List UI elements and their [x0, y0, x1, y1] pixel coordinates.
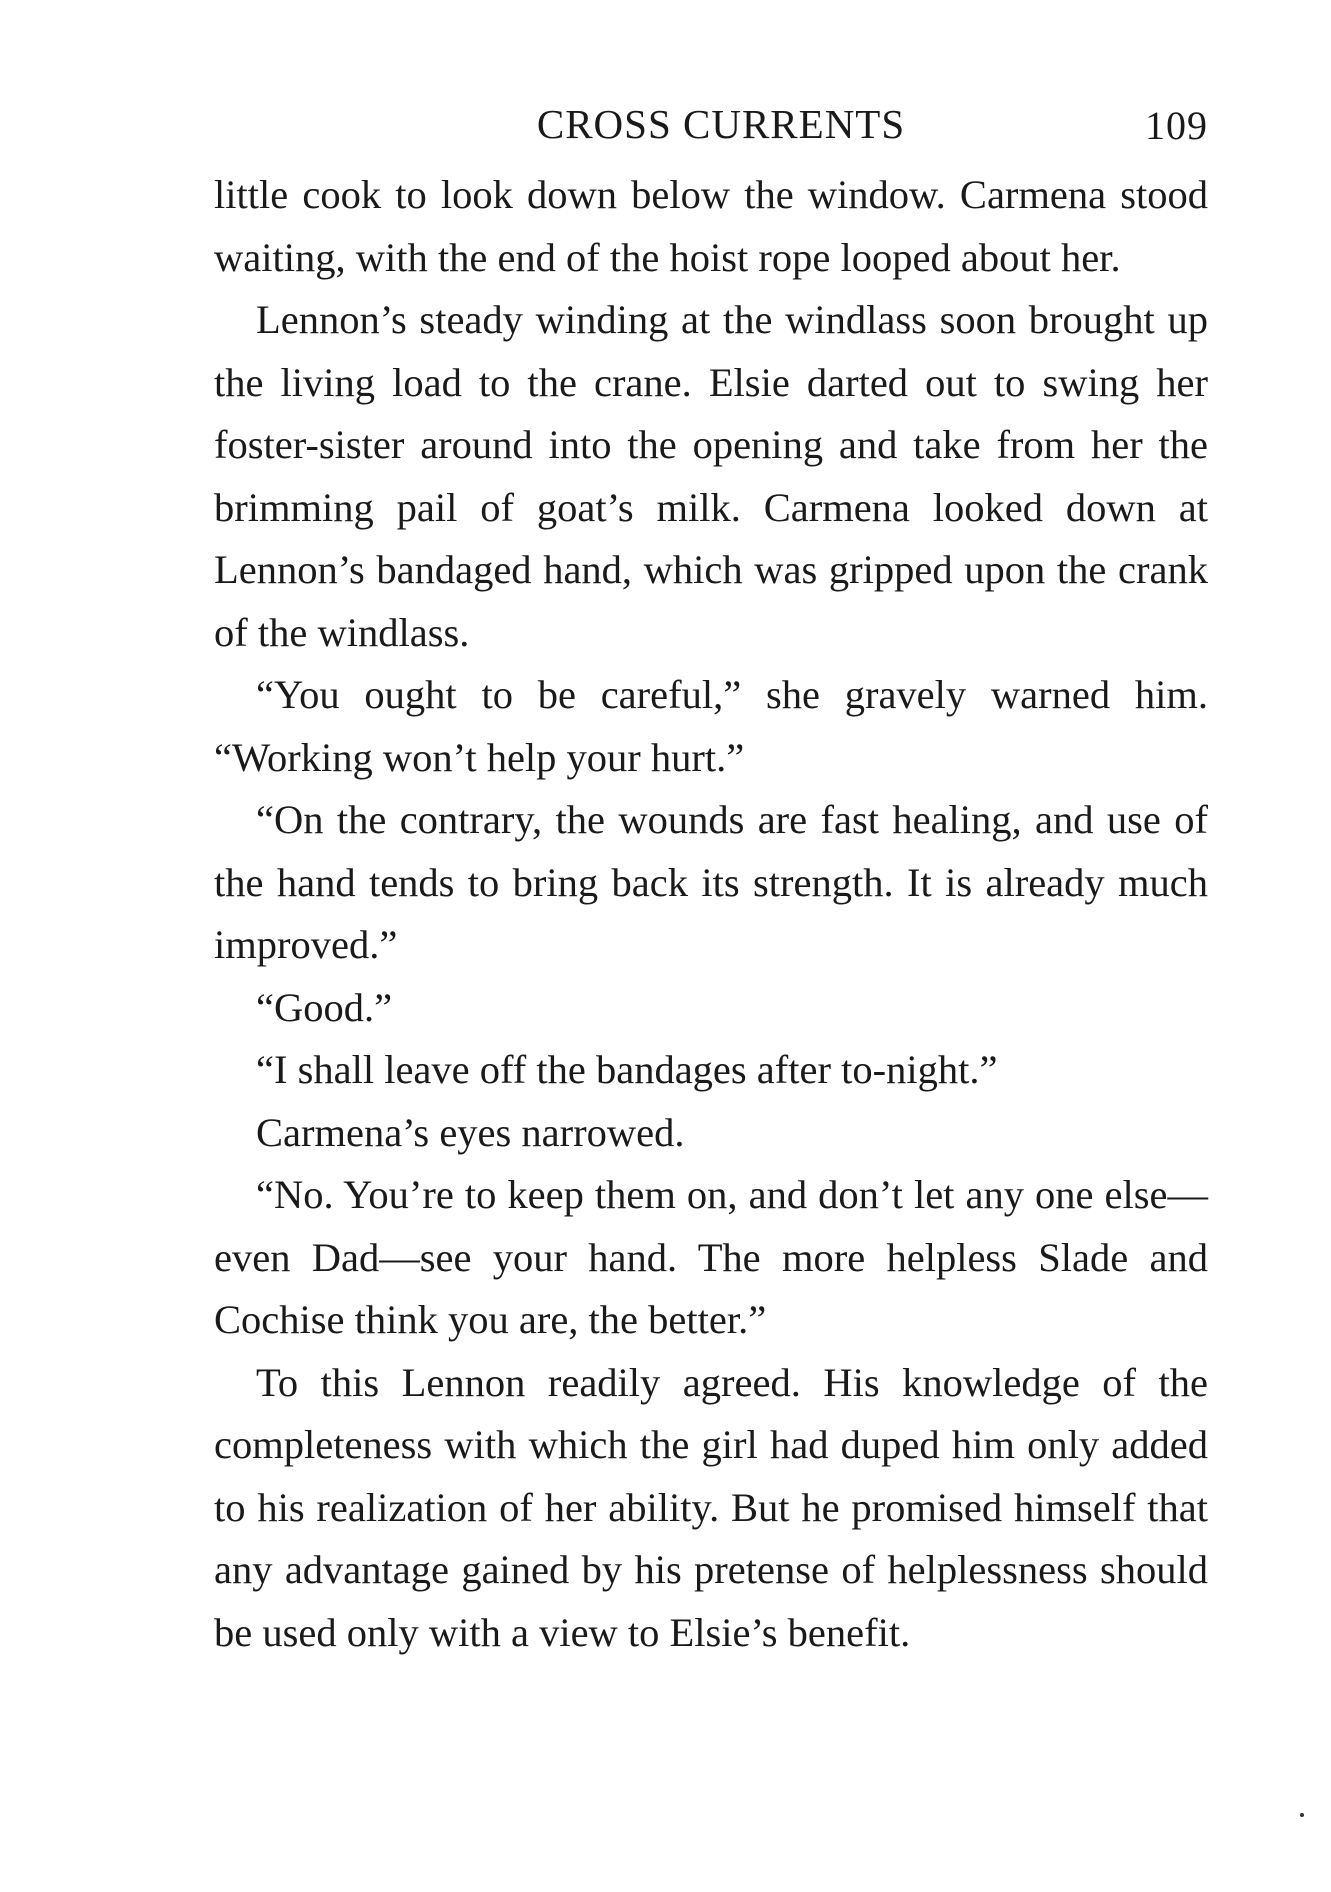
paragraph-1: little cook to look down below the window. Carmena stood waiting, with the end of the hoist rope looped about her.	[214, 172, 1208, 280]
running-title: CROSS CURRENTS	[536, 101, 906, 147]
book-page	[214, 100, 1208, 1664]
running-head	[214, 100, 1208, 160]
scan-speck	[1300, 1813, 1304, 1817]
body-text	[214, 164, 1208, 1664]
paragraph-6: “I shall leave off the bandages after to-night.”	[256, 1047, 998, 1092]
page-number: 109	[1145, 103, 1208, 148]
paragraph-8: “No. You’re to keep them on, and don’t let any one else—even Dad—see your hand. The more helpless Slade and Cochise think you are, the better.”	[214, 1172, 1208, 1342]
paragraph-2: Lennon’s steady winding at the windlass soon brought up the living load to the crane. Elsie darted out to swing her foster-sister around into the opening and take from her the brimming pail of goat’s milk. Carmena looked down at Lennon’s bandaged hand, which was gripped upon the crank of the windlass.	[214, 297, 1208, 655]
paragraph-9: To this Lennon readily agreed. His knowledge of the completeness with which the girl had duped him only added to his realization of her ability. But he promised himself that any advantage gained by his pretense of helplessness should be used only with a view to Elsie’s benefit.	[214, 1359, 1208, 1655]
paragraph-7: Carmena’s eyes narrowed.	[256, 1109, 685, 1155]
paragraph-3: “You ought to be careful,” she gravely warned him. “Working won’t help your hurt.”	[214, 672, 1208, 780]
paragraph-4: “On the contrary, the wounds are fast healing, and use of the hand tends to bring back its strength. It is already much improved.”	[214, 797, 1208, 967]
paragraph-5: “Good.”	[256, 984, 393, 1030]
